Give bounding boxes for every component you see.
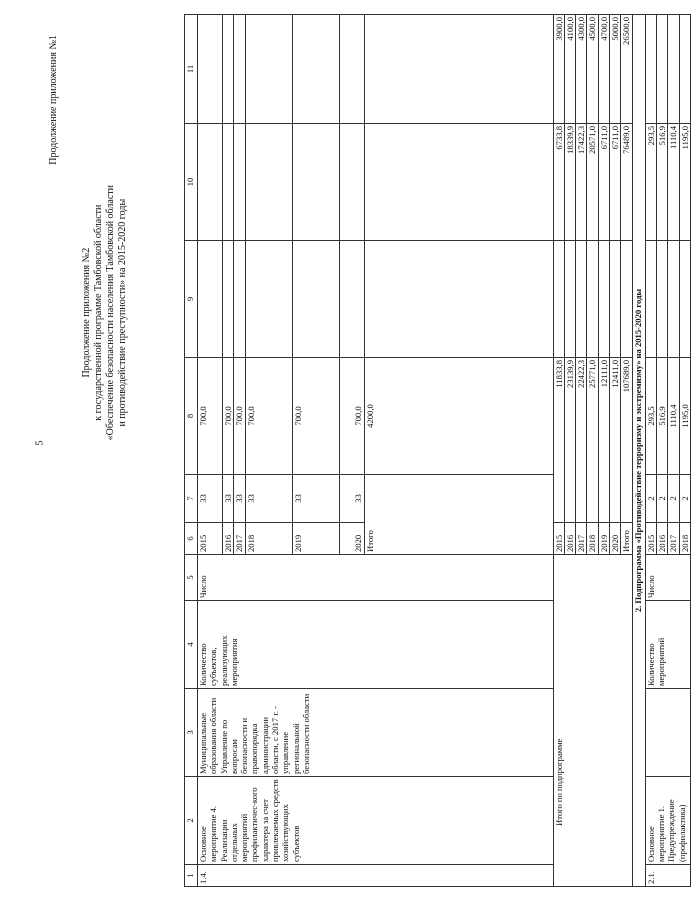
- col-header-9: 9: [185, 241, 198, 358]
- federal-funding: [364, 241, 553, 358]
- regional-funding: 6711,0: [598, 124, 609, 241]
- regional-funding: [223, 124, 234, 241]
- year-cell: 2020: [339, 523, 364, 555]
- total-funding: 700,0: [245, 358, 292, 475]
- year-cell: 2019: [292, 523, 339, 555]
- total-funding: 12111,0: [598, 358, 609, 523]
- subprogram-total-label: Итого по подпрограмме: [553, 555, 632, 887]
- year-cell: 2015: [198, 523, 223, 555]
- federal-funding: [292, 241, 339, 358]
- col-header-3: 3: [185, 689, 198, 777]
- table-row: [645, 15, 656, 887]
- regional-funding: 6711,0: [610, 124, 621, 241]
- total-funding: 700,0: [234, 358, 245, 475]
- col-header-5: 5: [185, 555, 198, 601]
- year-cell: 2017: [234, 523, 245, 555]
- indicator-value: 33: [339, 475, 364, 523]
- heading-line-4: и противодействие преступности» на 2015-2020 годы: [117, 198, 128, 427]
- table-row: [198, 15, 223, 887]
- federal-funding: [668, 241, 679, 358]
- regional-funding: 516,9: [656, 124, 667, 241]
- local-funding: [679, 15, 690, 124]
- regional-funding: 76489,0: [621, 124, 632, 241]
- local-funding: [198, 15, 223, 124]
- federal-funding: [598, 241, 609, 358]
- federal-funding: [576, 241, 587, 358]
- local-funding: 5000,0: [610, 15, 621, 124]
- col-header-8: 8: [185, 358, 198, 475]
- col-header-11: 11: [185, 15, 198, 124]
- local-funding: [223, 15, 234, 124]
- total-funding: 12411,0: [610, 358, 621, 523]
- local-funding: [668, 15, 679, 124]
- year-cell: 2019: [598, 523, 609, 555]
- total-funding: 700,0: [223, 358, 234, 475]
- row-number: 1.4.: [198, 865, 554, 887]
- indicator-value: 33: [223, 475, 234, 523]
- rotated-page: [46, 15, 690, 887]
- regional-funding: 17422,3: [576, 124, 587, 241]
- year-cell: 2016: [656, 523, 667, 555]
- total-funding: 700,0: [198, 358, 223, 475]
- executor: Муниципальные образования области Управление по вопросам безопасности и правопорядка администрации области, с 2017 г. - управление региональной безопасности области: [198, 689, 554, 777]
- total-funding: 4200,0: [364, 358, 553, 475]
- indicator-value: 2: [668, 475, 679, 523]
- section-header-row: [632, 15, 645, 887]
- federal-funding: [656, 241, 667, 358]
- total-funding: 23139,9: [564, 358, 575, 523]
- row-number: 2.1.: [645, 865, 690, 887]
- regional-funding: [364, 124, 553, 241]
- col-header-2: 2: [185, 777, 198, 865]
- local-funding: [245, 15, 292, 124]
- federal-funding: [553, 241, 564, 358]
- regional-funding: [292, 124, 339, 241]
- heading-line-2: к государственной программе Тамбовской области: [93, 204, 104, 421]
- total-funding: 107689,0: [621, 358, 632, 523]
- continuation-note: Продолжение приложения №1: [48, 35, 59, 165]
- total-funding: 700,0: [339, 358, 364, 475]
- appendix-heading: [81, 185, 129, 440]
- data-table-wrap: [184, 15, 691, 887]
- indicator-name: Количество субъектов, реализующих мероприятия: [198, 601, 554, 689]
- year-cell: 2018: [587, 523, 598, 555]
- total-funding: 700,0: [292, 358, 339, 475]
- local-funding: [364, 15, 553, 124]
- total-funding: 1195,0: [679, 358, 690, 475]
- indicator-value: 33: [234, 475, 245, 523]
- regional-funding: 1195,0: [679, 124, 690, 241]
- local-funding: [339, 15, 364, 124]
- local-funding: 4700,0: [598, 15, 609, 124]
- unit: Число: [645, 555, 690, 601]
- indicator-value: 2: [645, 475, 656, 523]
- year-cell: 2015: [645, 523, 656, 555]
- federal-funding: [339, 241, 364, 358]
- year-cell: 2018: [679, 523, 690, 555]
- year-cell: 2018: [245, 523, 292, 555]
- total-funding: 1110,4: [668, 358, 679, 475]
- regional-funding: [245, 124, 292, 241]
- heading-line-3: «Обеспечение безопасности населения Тамбовской области: [105, 185, 116, 441]
- federal-funding: [223, 241, 234, 358]
- regional-funding: [198, 124, 223, 241]
- year-cell: 2015: [553, 523, 564, 555]
- indicator-value: 33: [198, 475, 223, 523]
- total-funding: 11833,8: [553, 358, 564, 523]
- federal-funding: [645, 241, 656, 358]
- header-row: [185, 15, 198, 887]
- regional-funding: [234, 124, 245, 241]
- section-title: 2. Подпрограмма «Противодействие терроризму и экстремизму» на 2015-2020 годы: [632, 15, 645, 887]
- total-label: Итого: [621, 523, 632, 555]
- regional-funding: 18339,9: [564, 124, 575, 241]
- indicator-name: Количество мероприятий: [645, 601, 690, 689]
- col-header-10: 10: [185, 124, 198, 241]
- table-row: [553, 15, 564, 887]
- local-funding: [656, 15, 667, 124]
- year-cell: 2016: [564, 523, 575, 555]
- federal-funding: [587, 241, 598, 358]
- federal-funding: [621, 241, 632, 358]
- regional-funding: [339, 124, 364, 241]
- regional-funding: 293,5: [645, 124, 656, 241]
- local-funding: [234, 15, 245, 124]
- year-cell: 2020: [610, 523, 621, 555]
- total-funding: 25771,0: [587, 358, 598, 523]
- col-header-4: 4: [185, 601, 198, 689]
- indicator-value: 33: [245, 475, 292, 523]
- col-header-6: 6: [185, 523, 198, 555]
- federal-funding: [198, 241, 223, 358]
- measure-name: Основное мероприятие 1. Предупреждение (профилактика): [645, 777, 690, 865]
- data-table: [184, 14, 691, 887]
- col-header-1: 1: [185, 865, 198, 887]
- local-funding: 4300,0: [576, 15, 587, 124]
- page-number: 5: [34, 440, 46, 446]
- federal-funding: [245, 241, 292, 358]
- unit: Число: [198, 555, 554, 601]
- executor: [645, 689, 690, 777]
- local-funding: 4100,0: [564, 15, 575, 124]
- regional-funding: 6733,8: [553, 124, 564, 241]
- regional-funding: 1110,4: [668, 124, 679, 241]
- total-funding: 22422,3: [576, 358, 587, 523]
- indicator-value: 2: [679, 475, 690, 523]
- total-label: Итого: [364, 475, 553, 555]
- year-cell: 2017: [668, 523, 679, 555]
- local-funding: 3900,0: [553, 15, 564, 124]
- regional-funding: 20571,0: [587, 124, 598, 241]
- year-cell: 2016: [223, 523, 234, 555]
- local-funding: [645, 15, 656, 124]
- heading-line-1: Продолжение приложения №2: [81, 247, 92, 378]
- federal-funding: [610, 241, 621, 358]
- total-funding: 516,9: [656, 358, 667, 475]
- federal-funding: [564, 241, 575, 358]
- measure-name: Основное мероприятие 4. Реализации отдельных мероприятий профилактичес-кого характера за счет привлекаемых средств хозяйствующих субъектов: [198, 777, 554, 865]
- col-header-7: 7: [185, 475, 198, 523]
- federal-funding: [679, 241, 690, 358]
- local-funding: [292, 15, 339, 124]
- local-funding: 26500,0: [621, 15, 632, 124]
- year-cell: 2017: [576, 523, 587, 555]
- total-funding: 293,5: [645, 358, 656, 475]
- local-funding: 4500,0: [587, 15, 598, 124]
- indicator-value: 2: [656, 475, 667, 523]
- federal-funding: [234, 241, 245, 358]
- indicator-value: 33: [292, 475, 339, 523]
